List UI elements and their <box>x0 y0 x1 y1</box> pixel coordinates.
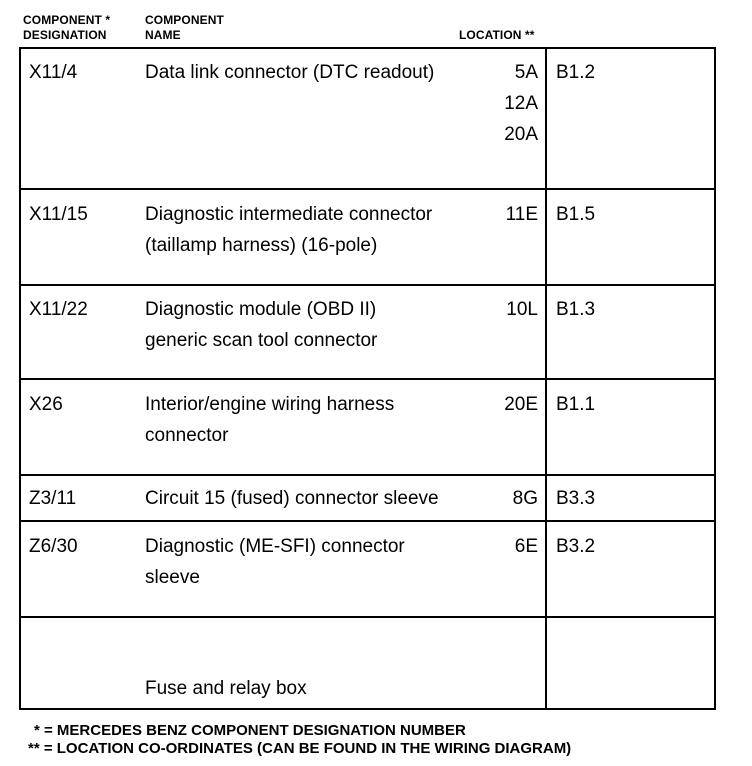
row-location: 5A <box>514 62 538 83</box>
table-row-divider <box>19 474 716 476</box>
table-row-divider <box>19 378 716 380</box>
row-location: 12A <box>504 93 538 114</box>
row-component-name: Diagnostic intermediate connector <box>145 204 433 225</box>
table-row-divider <box>19 616 716 618</box>
row-reference: B1.3 <box>556 299 596 320</box>
header-designation-line2: DESIGNATION <box>23 28 107 42</box>
header-location: LOCATION ** <box>459 28 535 42</box>
header-component-designation <box>23 13 110 43</box>
row-component-name: Circuit 15 (fused) connector sleeve <box>145 488 439 509</box>
footnote-location: ** = LOCATION CO-ORDINATES (CAN BE FOUND IN THE WIRING DIAGRAM) <box>28 740 572 757</box>
row-reference: B1.1 <box>556 394 596 415</box>
row-designation: Z6/30 <box>29 536 78 557</box>
table-row-divider <box>19 188 716 190</box>
row-designation: X26 <box>29 394 63 415</box>
row-component-name: Interior/engine wiring harness <box>145 394 395 415</box>
row-reference: B3.2 <box>556 536 596 557</box>
header-component-name <box>145 13 224 43</box>
table-row-divider <box>19 520 716 522</box>
row-reference: B1.2 <box>556 62 596 83</box>
row-reference: B3.3 <box>556 488 596 509</box>
row-component-name: Diagnostic module (OBD II) <box>145 299 377 320</box>
row-component-name: sleeve <box>145 567 200 588</box>
row-reference: B1.5 <box>556 204 596 225</box>
row-location: 10L <box>506 299 538 320</box>
row-component-name: Diagnostic (ME-SFI) connector <box>145 536 405 557</box>
row-designation: X11/15 <box>29 204 88 225</box>
header-name-line1: COMPONENT <box>145 13 224 27</box>
row-designation: X11/22 <box>29 299 88 320</box>
row-component-name: generic scan tool connector <box>145 330 378 351</box>
row-component-name: Data link connector (DTC readout) <box>145 62 435 83</box>
row-designation: X11/4 <box>29 62 78 83</box>
row-location: 6E <box>514 536 538 557</box>
header-designation-line1: COMPONENT * <box>23 13 111 27</box>
row-component-name: connector <box>145 425 229 446</box>
footnote-designation: * = MERCEDES BENZ COMPONENT DESIGNATION NUMBER <box>34 722 466 739</box>
table-row-divider <box>19 284 716 286</box>
row-component-name: (taillamp harness) (16-pole) <box>145 235 378 256</box>
row-location: 11E <box>505 204 538 225</box>
row-designation: Z3/11 <box>29 488 77 509</box>
row-location: 20A <box>504 124 538 145</box>
row-location: 8G <box>512 488 538 509</box>
row-location: 20E <box>504 394 538 415</box>
header-name-line2: NAME <box>145 28 181 42</box>
row-component-name: Fuse and relay box <box>145 678 307 699</box>
